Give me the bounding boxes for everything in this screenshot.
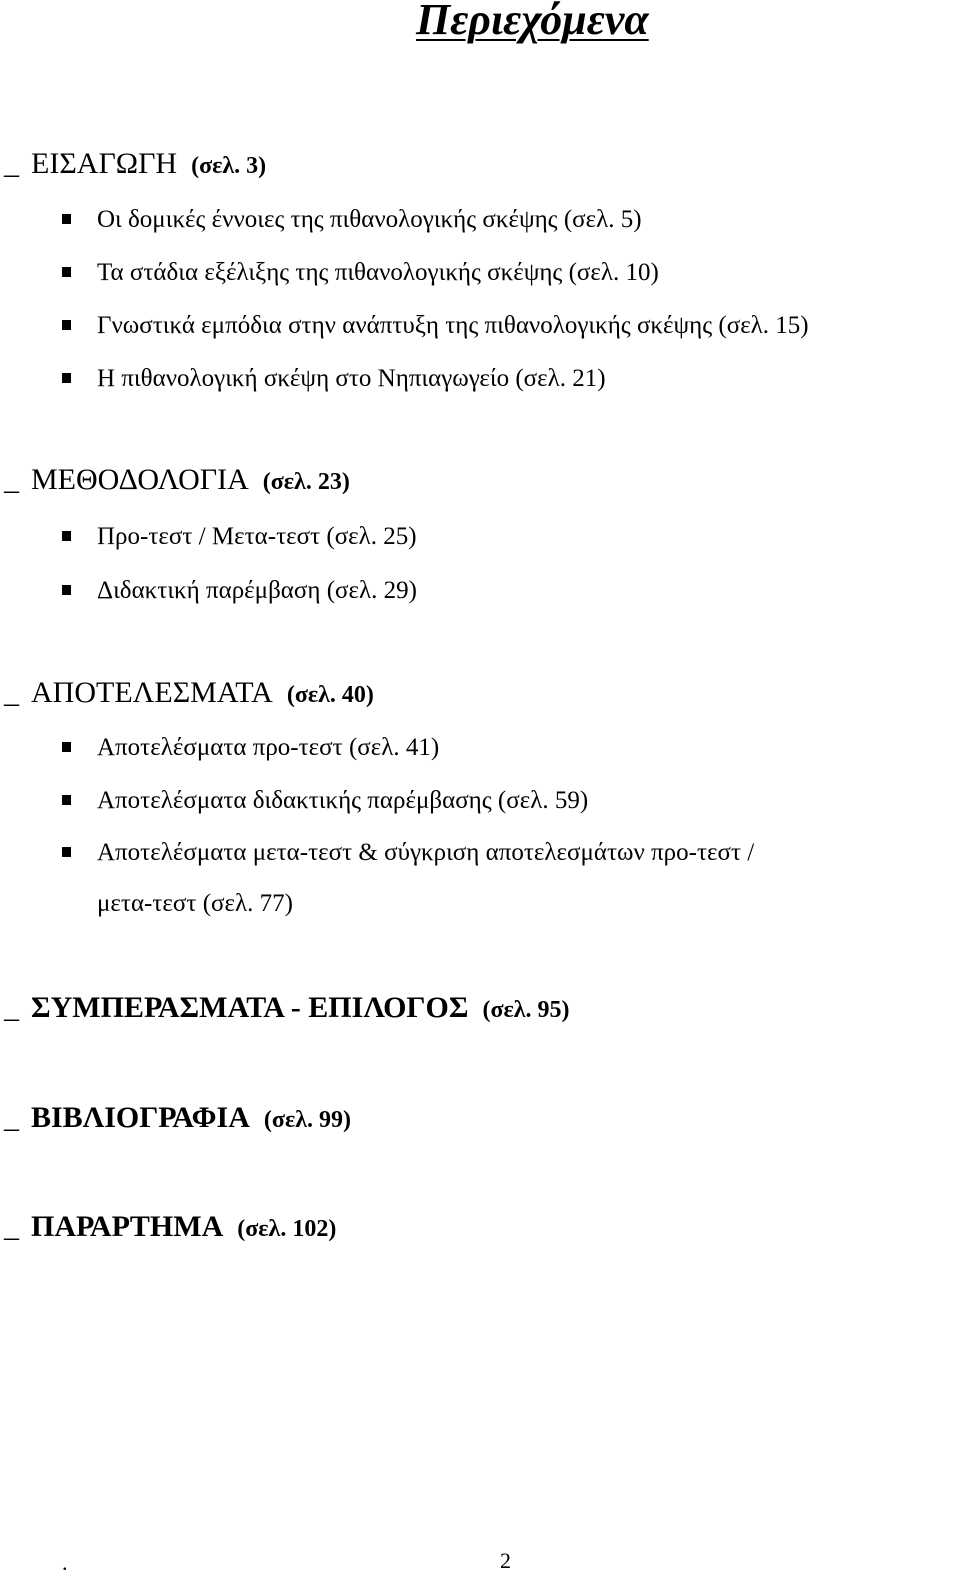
page-title: Περιεχόμενα	[416, 0, 649, 44]
toc-item-text: Τα στάδια εξέλιξης της πιθανολογικής σκέψης (σελ. 10)	[97, 259, 659, 286]
section-heading: ΜΕΘΟΔΟΛΟΓΙΑ	[31, 463, 249, 496]
square-bullet-icon	[62, 267, 71, 277]
toc-item[interactable]	[62, 838, 754, 868]
square-bullet-icon	[62, 742, 71, 752]
footer-dot: .	[62, 1550, 68, 1575]
section-dash: _	[4, 991, 19, 1024]
toc-item-text: Οι δομικές έννοιες της πιθανολογικής σκέψης (σελ. 5)	[97, 206, 642, 233]
section-dash: _	[4, 1210, 19, 1243]
section-heading: ΒΙΒΛΙΟΓΡΑΦΙΑ	[31, 1101, 250, 1134]
toc-item-text: Αποτελέσματα προ-τεστ (σελ. 41)	[97, 734, 440, 761]
square-bullet-icon	[62, 531, 71, 541]
toc-item-text: Αποτελέσματα μετα-τεστ & σύγκριση αποτελεσμάτων προ-τεστ /	[97, 839, 755, 866]
toc-item[interactable]	[62, 522, 417, 552]
toc-item[interactable]	[62, 364, 606, 394]
toc-item-continuation: μετα-τεστ (σελ. 77)	[97, 890, 293, 917]
toc-item-text: Η πιθανολογική σκέψη στο Νηπιαγωγείο (σελ. 21)	[97, 365, 606, 392]
toc-item-text: Διδακτική παρέμβαση (σελ. 29)	[97, 577, 417, 604]
toc-item-text: Προ-τεστ / Μετα-τεστ (σελ. 25)	[97, 523, 417, 550]
page-number: 2	[500, 1548, 511, 1573]
section-dash: _	[4, 1101, 19, 1134]
section-page: (σελ. 99)	[263, 1107, 351, 1133]
section-page: (σελ. 95)	[482, 997, 570, 1023]
section-dash: _	[4, 676, 19, 709]
section-dash: _	[4, 147, 19, 180]
section-dash: _	[4, 463, 19, 496]
toc-item-text: Γνωστικά εμπόδια στην ανάπτυξη της πιθανολογικής σκέψης (σελ. 15)	[97, 312, 809, 339]
square-bullet-icon	[62, 585, 71, 595]
toc-item[interactable]	[62, 205, 642, 235]
toc-section-introduction[interactable]	[4, 147, 266, 183]
section-heading: ΑΠΟΤΕΛΕΣΜΑΤΑ	[31, 676, 273, 709]
square-bullet-icon	[62, 847, 71, 857]
section-page: (σελ. 3)	[191, 153, 267, 179]
section-page: (σελ. 40)	[286, 682, 374, 708]
square-bullet-icon	[62, 214, 71, 224]
section-page: (σελ. 102)	[237, 1216, 337, 1242]
square-bullet-icon	[62, 795, 71, 805]
toc-section-conclusions[interactable]	[4, 991, 570, 1027]
toc-item-text: Αποτελέσματα διδακτικής παρέμβασης (σελ. 59)	[97, 787, 589, 814]
toc-item[interactable]	[62, 576, 417, 606]
section-heading: ΕΙΣΑΓΩΓΗ	[31, 147, 178, 180]
toc-section-bibliography[interactable]	[4, 1101, 351, 1137]
toc-item[interactable]	[62, 258, 659, 288]
toc-item[interactable]	[62, 786, 588, 816]
toc-section-results[interactable]	[4, 676, 374, 712]
toc-item[interactable]	[62, 733, 439, 763]
toc-item[interactable]	[62, 311, 809, 341]
section-page: (σελ. 23)	[262, 469, 350, 495]
section-heading: ΣΥΜΠΕΡΑΣΜΑΤΑ - ΕΠΙΛΟΓΟΣ	[31, 991, 469, 1024]
toc-section-methodology[interactable]	[4, 463, 350, 499]
section-heading: ΠΑΡΑΡΤΗΜΑ	[31, 1210, 224, 1243]
square-bullet-icon	[62, 373, 71, 383]
toc-section-appendix[interactable]	[4, 1210, 336, 1246]
square-bullet-icon	[62, 320, 71, 330]
